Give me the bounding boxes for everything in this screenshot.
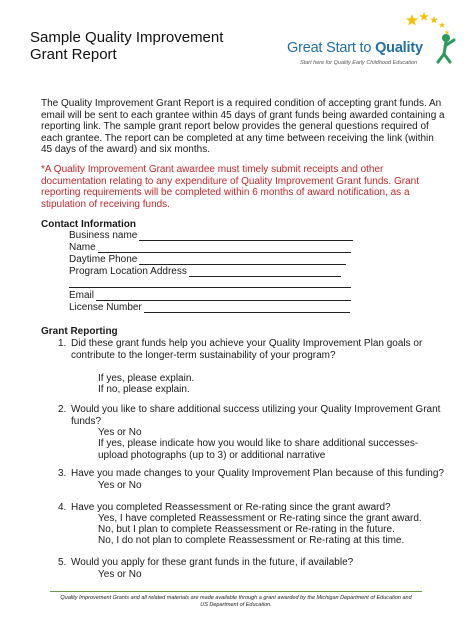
footer-note: Quality Improvement Grants and all related materials are made available through a grant awarded by the Michigan Department of Education and US Department of Education. — [60, 595, 412, 608]
business-name-line[interactable] — [139, 231, 353, 241]
license-number-field[interactable] — [69, 302, 350, 313]
footer-divider — [50, 591, 422, 592]
question-number: 4. — [58, 502, 67, 513]
name-field[interactable] — [69, 242, 351, 253]
logo-star — [406, 14, 418, 26]
name-line[interactable] — [98, 243, 351, 253]
question-text: Would you apply for these grant funds in the future, if available? — [71, 557, 354, 568]
question-5-answer-options: Yes or No — [98, 569, 142, 580]
title-line-1: Sample Quality Improvement — [30, 29, 224, 46]
question-text: Would you like to share additional success utilizing your Quality Improvement Grant funds? — [71, 404, 441, 427]
document-title — [30, 29, 223, 63]
question-2-share-instructions: If yes, please indicate how you would like to share additional successes-upload photographs (up to 3) or additional narrative — [98, 438, 419, 461]
question-3-answer-options: Yes or No — [98, 480, 142, 491]
question-1-no-prompt: If no, please explain. — [98, 384, 190, 395]
logo-star — [419, 12, 428, 21]
question-text: Have you made changes to your Quality Improvement Plan because of this funding? — [71, 468, 444, 479]
question-number: 3. — [58, 468, 67, 479]
name-label: Name — [69, 242, 96, 253]
warning-paragraph: *A Quality Improvement Grant awardee must timely submit receipts and other documentation relating to any expenditure of Quality Improvement Grant funds. Grant reporting requirements will be completed within 6 months of award notification, as a stipulation of receiving funds. — [41, 164, 419, 210]
logo-star — [445, 30, 450, 34]
license-number-line[interactable] — [144, 303, 350, 313]
email-line[interactable] — [96, 291, 351, 301]
program-location-field-2[interactable] — [69, 278, 351, 288]
question-number: 2. — [58, 404, 67, 415]
business-name-field[interactable] — [69, 230, 353, 241]
intro-paragraph: The Quality Improvement Grant Report is a required condition of accepting grant funds. An email will be sent to each grantee within 45 days of grant funds being awarded containing a reporting link. The sample grant report below provides the general questions required of each grantee. The report can be completed at any time between receiving the link (within 45 days of the award) and six months. — [41, 98, 445, 155]
question-text: Did these grant funds help you achieve your Quality Improvement Plan goals or contribute to the longer-term sustainability of your program? — [71, 338, 423, 361]
grant-reporting-heading: Grant Reporting — [41, 326, 118, 337]
program-location-label: Program Location Address — [69, 266, 187, 277]
logo-wordmark: Great Start to Quality — [287, 40, 423, 56]
question-4-option-no: No, I do not plan to complete Reassessment or Re-rating at this time. — [98, 535, 405, 546]
daytime-phone-line[interactable] — [139, 255, 346, 265]
business-name-label: Business name — [69, 230, 138, 241]
question-number: 1. — [58, 338, 67, 349]
question-4-option-no-plan: No, but I plan to complete Reassessment or Re-rating in the future. — [98, 524, 395, 535]
figure-body — [438, 40, 454, 62]
daytime-phone-field[interactable] — [69, 254, 346, 265]
daytime-phone-label: Daytime Phone — [69, 254, 138, 265]
title-line-2: Grant Report — [30, 46, 117, 63]
question-text: Have you completed Reassessment or Re-rating since the grant award? — [71, 502, 391, 513]
question-2-answer-options: Yes or No — [98, 427, 142, 438]
program-location-line[interactable] — [189, 267, 341, 277]
program-location-line-2[interactable] — [69, 278, 351, 288]
email-label: Email — [69, 290, 95, 301]
email-field[interactable] — [69, 290, 351, 301]
logo-tagline: Start here for Quality Early Childhood Education — [300, 60, 418, 66]
question-1-yes-prompt: If yes, please explain. — [98, 373, 195, 384]
logo-star — [439, 22, 445, 28]
question-number: 5. — [58, 557, 67, 568]
license-number-label: License Number — [69, 302, 142, 313]
logo-star — [430, 16, 438, 23]
great-start-to-quality-logo — [272, 10, 464, 72]
contact-information-heading: Contact Information — [41, 219, 136, 230]
program-location-field[interactable] — [69, 266, 341, 277]
question-4-option-yes: Yes, I have completed Reassessment or Re-rating since the grant award. — [98, 513, 422, 524]
